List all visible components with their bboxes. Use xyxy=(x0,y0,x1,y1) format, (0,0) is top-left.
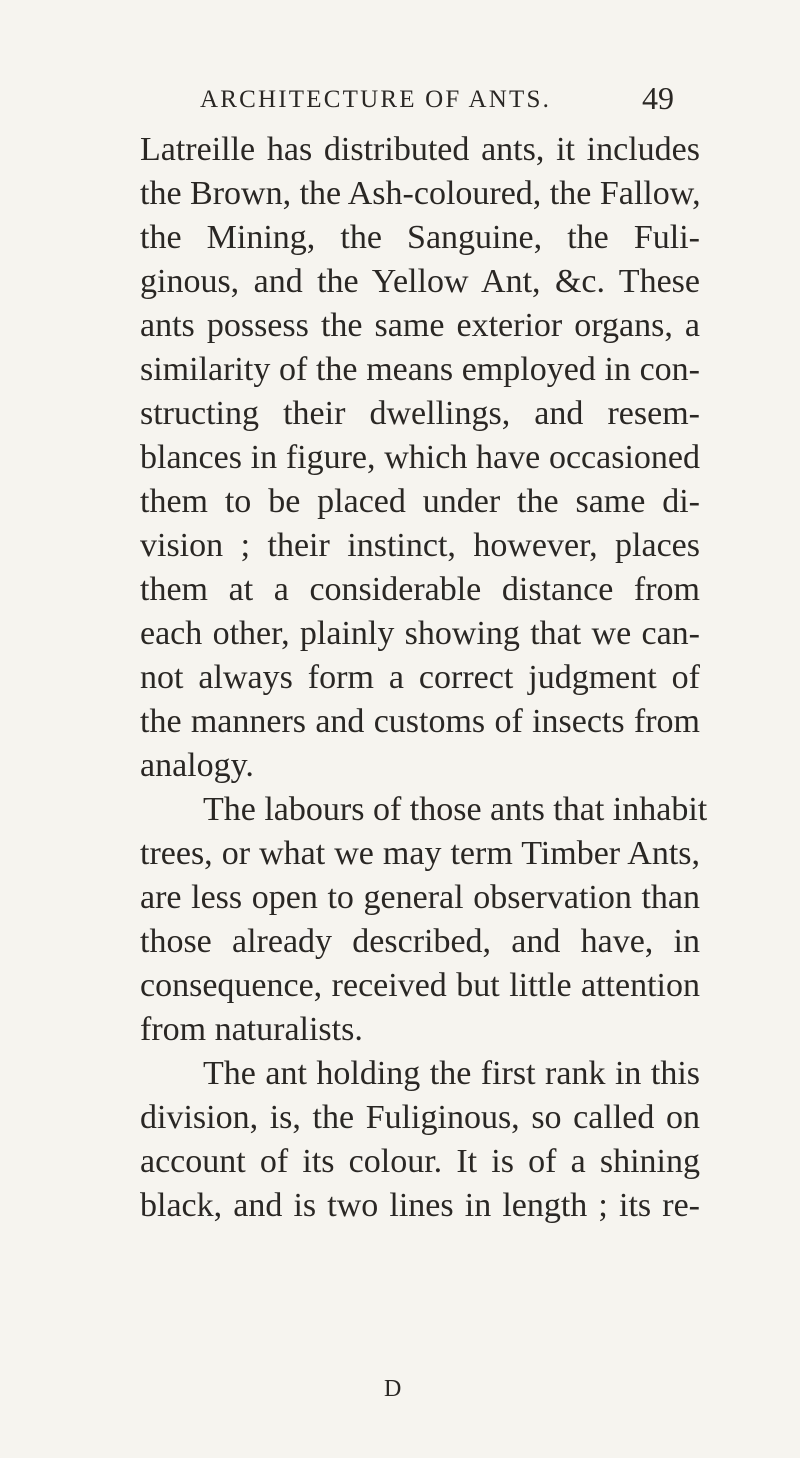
text-line: each other, plainly showing that we can- xyxy=(140,615,700,652)
running-title: ARCHITECTURE OF ANTS. xyxy=(200,86,552,113)
text-line: them at a considerable distance from xyxy=(140,571,700,608)
text-line: from naturalists. xyxy=(140,1011,363,1048)
text-line: those already described, and have, in xyxy=(140,923,700,960)
signature-mark: D xyxy=(384,1376,403,1402)
running-head xyxy=(0,80,800,126)
text-line: ginous, and the Yellow Ant, &c. These xyxy=(140,263,700,300)
text-line: trees, or what we may term Timber Ants, xyxy=(140,835,700,872)
text-line: are less open to general observation than xyxy=(140,879,700,916)
text-line: not always form a correct judgment of xyxy=(140,659,700,696)
text-line: account of its colour. It is of a shining xyxy=(140,1143,700,1180)
text-line: The labours of those ants that inhabit xyxy=(203,791,708,828)
text-line: them to be placed under the same di- xyxy=(140,483,700,520)
text-line: division, is, the Fuliginous, so called on xyxy=(140,1099,700,1136)
text-line: Latreille has distributed ants, it includes xyxy=(140,131,700,168)
text-line: structing their dwellings, and resem- xyxy=(140,395,700,432)
text-line: consequence, received but little attention xyxy=(140,967,700,1004)
text-line: black, and is two lines in length ; its re- xyxy=(140,1187,700,1224)
text-line: the Mining, the Sanguine, the Fuli- xyxy=(140,219,700,256)
text-line: The ant holding the first rank in this xyxy=(203,1055,700,1092)
text-line: ants possess the same exterior organs, a xyxy=(140,307,700,344)
text-line: the Brown, the Ash-coloured, the Fallow, xyxy=(140,175,701,212)
text-line: vision ; their instinct, however, places xyxy=(140,527,700,564)
text-line: blances in figure, which have occasioned xyxy=(140,439,700,476)
text-line: analogy. xyxy=(140,747,254,784)
page-number: 49 xyxy=(642,80,674,116)
text-line: similarity of the means employed in con- xyxy=(140,351,700,388)
text-line: the manners and customs of insects from xyxy=(140,703,700,740)
